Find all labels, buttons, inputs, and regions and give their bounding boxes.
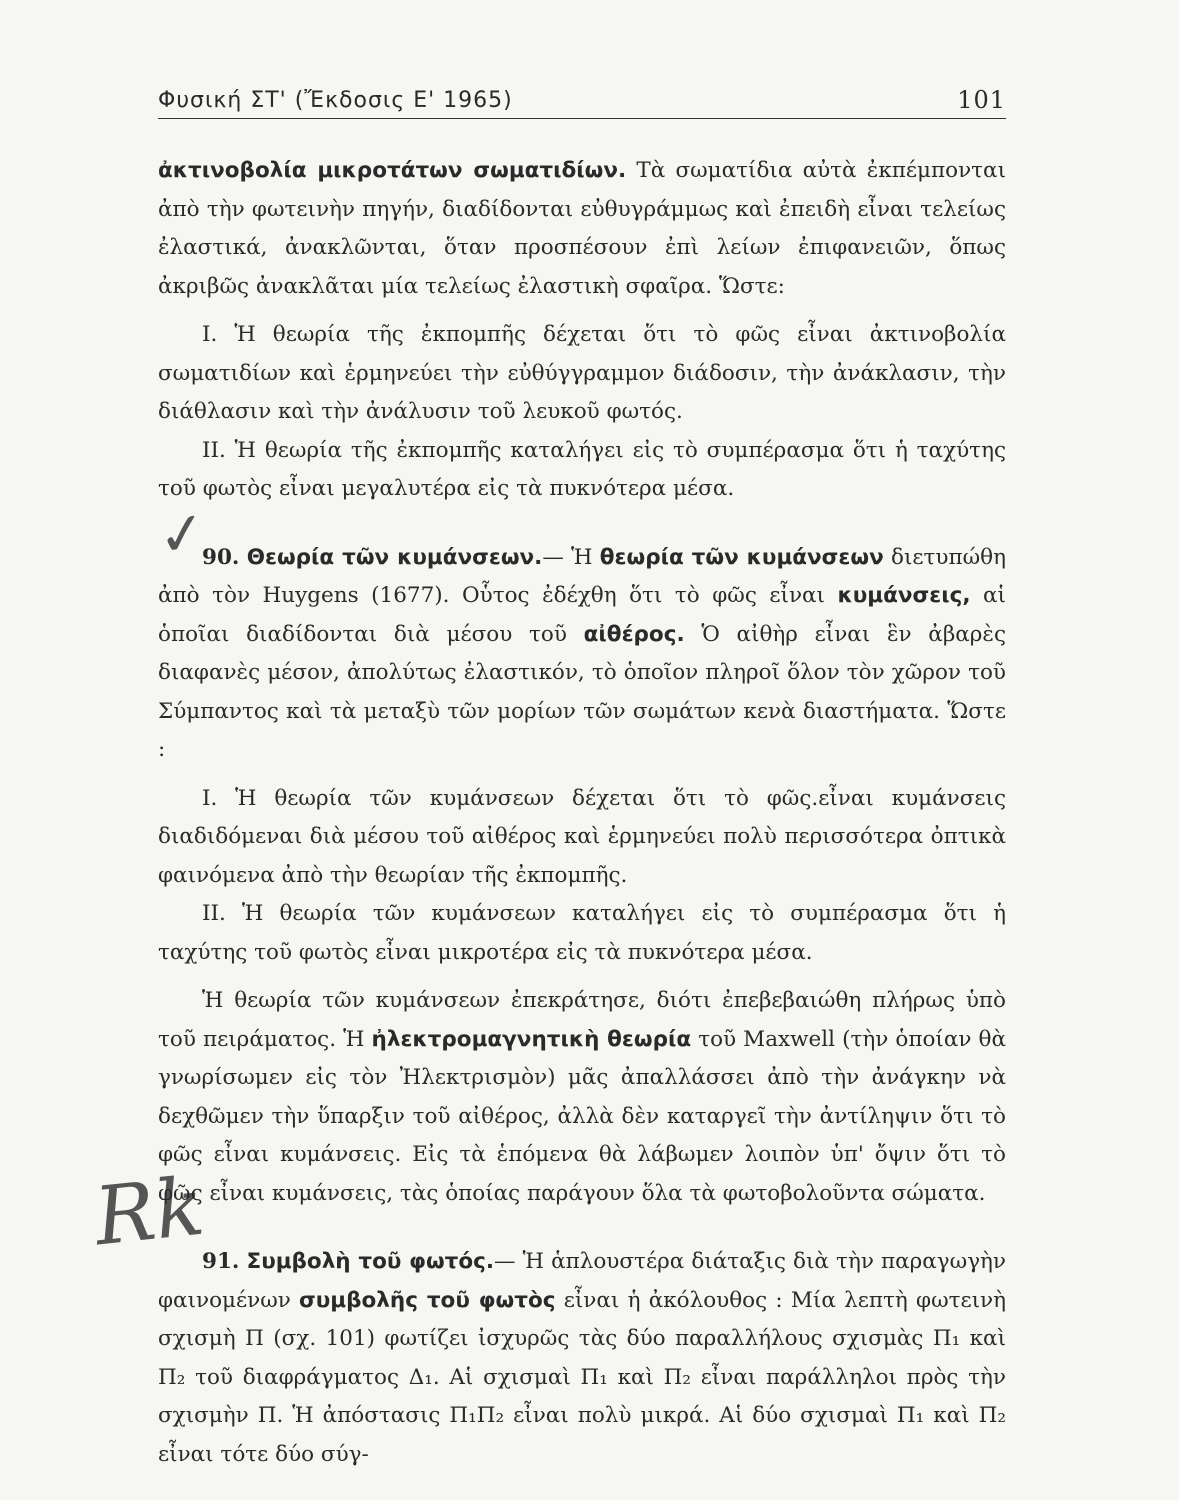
body-text (158, 152, 1006, 1474)
paragraph-text: Ἡ θεωρία τῶν κυμάνσεων ἐπεκράτησε, διότι ἐπεβεβαιώθη πλήρως ὑπὸ τοῦ πειράματος. Ἡ (158, 988, 1006, 1052)
bold-term: κυμάνσεις, (837, 583, 971, 608)
section-91-dash: — Ἡ ἁπλουστέρα διάταξις διὰ τὴν παραγωγὴν φαινομένων (158, 1249, 1006, 1313)
page-number: 101 (957, 86, 1006, 114)
section-91-title: Συμβολὴ τοῦ φωτός. (246, 1249, 495, 1274)
paragraph-text: Ὁ αἰθὴρ εἶναι ἓν ἀβαρὲς διαφανὲς μέσον, ἀπολύτως ἐλαστικόν, τὸ ὁποῖον πληροῖ ὅλον τὸν χῶρον τοῦ Σύμπαντος καὶ τὰ μεταξὺ τῶν μορίων τῶν σωμάτων κενὰ διαστήματα. Ὥστε : (158, 621, 1006, 762)
section-91-number: 91. (202, 1249, 240, 1274)
section-91 (158, 1243, 1006, 1474)
bold-term: συμβολῆς τοῦ φωτὸς (299, 1287, 556, 1313)
section-90-number: 90. (202, 544, 240, 570)
section-90-dash: — Ἡ (542, 544, 600, 570)
margin-note-annotation: Rk (90, 1159, 209, 1264)
emission-point-1: I. Ἡ θεωρία τῆς ἐκπομπῆς δέχεται ὅτι τὸ φῶς εἶναι ἀκτινοβολία σωματιδίων καὶ ἑρμηνεύει τὴν εὐθύγγραμμον διάδοσιν, τὴν ἀνάκλασιν, τὴν διάθλασιν καὶ τὴν ἀνάλυσιν τοῦ λευκοῦ φωτός. (158, 322, 1006, 424)
section-90-title: Θεωρία τῶν κυμάνσεων. (246, 544, 543, 570)
bold-term: αἰθέρος. (583, 621, 685, 647)
check-mark-annotation: ✓ (153, 496, 212, 572)
running-title: Φυσική ΣΤ' (Ἔκδοσις Ε' 1965) (158, 87, 513, 113)
paragraph-text: Τὰ σωματίδια αὐτὰ ἐκπέμπονται ἀπὸ τὴν φωτεινὴν πηγήν, διαδίδονται εὐθυγράμμως καὶ ἐπειδὴ εἶναι τελείως ἐλαστικά, ἀνακλῶνται, ὅταν προσπέσουν ἐπὶ λείων ἐπιφανειῶν, ὅπως ἀκριβῶς ἀνακλᾶται μία τελείως ἐλαστικὴ σφαῖρα. Ὥστε: (158, 158, 1006, 299)
paragraph-text: τοῦ Maxwell (τὴν ὁποίαν θὰ γνωρίσωμεν εἰς τὸν Ἠλεκτρισμὸν) μᾶς ἀπαλλάσσει ἀπὸ τὴν ἀνάγκην νὰ δεχθῶμεν τὴν ὕπαρξιν τοῦ αἰθέρος, ἀλλὰ δὲν καταργεῖ τὴν ἀντίληψιν ὅτι τὸ φῶς εἶναι κυμάνσεις. Εἰς τὰ ἑπόμενα θὰ λάβωμεν λοιπὸν ὑπ' ὄψιν ὅτι τὸ φῶς εἶναι κυμάνσεις, τὰς ὁποίας παράγουν ὅλα τὰ φωτοβολοῦντα σώματα. (158, 1026, 1006, 1206)
bold-term: ἀκτινοβολία μικροτάτων σωματιδίων. (158, 158, 627, 183)
paragraph-text: διετυπώθη ἀπὸ τὸν Huygens (1677). Οὗτος ἐδέχθη ὅτι τὸ φῶς εἶναι (158, 544, 1006, 608)
paragraph-emission-intro (158, 152, 1006, 306)
wave-point-1: I. Ἡ θεωρία τῶν κυμάνσεων δέχεται ὅτι τὸ φῶς.εἶναι κυμάνσεις διαδιδόμεναι διὰ μέσου τοῦ αἰθέρος καὶ ἑρμηνεύει πολὺ περισσότερα ὀπτικὰ φαινόμενα ἀπὸ τὴν θεωρίαν τῆς ἐκπομπῆς. (158, 785, 1006, 888)
bold-term: ἠλεκτρομαγνητικὴ θεωρία (371, 1026, 692, 1052)
paragraph-text: εἶναι ἡ ἀκόλουθος : Μία λεπτὴ φωτεινὴ σχισμὴ Π (σχ. 101) φωτίζει ἰσχυρῶς τὰς δύο παραλλήλους σχισμὰς Π₁ καὶ Π₂ τοῦ διαφράγματος Δ₁. Αἱ σχισμαὶ Π₁ καὶ Π₂ εἶναι παράλληλοι πρὸς τὴν σχισμὴν Π. Ἡ ἀπόστασις Π₁Π₂ εἶναι πολὺ μικρά. Αἱ δύο σχισμαὶ Π₁ καὶ Π₂ εἶναι τότε δύο σύγ- (158, 1287, 1007, 1467)
paragraph-text: αἱ ὁποῖαι διαδίδονται διὰ μέσου τοῦ (158, 583, 1006, 647)
running-header (158, 82, 1006, 119)
emission-point-2: II. Ἡ θεωρία τῆς ἐκπομπῆς καταλήγει εἰς τὸ συμπέρασμα ὅτι ἡ ταχύτης τοῦ φωτὸς εἶναι μεγαλυτέρα εἰς τὰ πυκνότερα μέσα. (158, 437, 1006, 501)
bold-term: θεωρία τῶν κυμάνσεων (599, 544, 884, 570)
wave-point-2: II. Ἡ θεωρία τῶν κυμάνσεων καταλήγει εἰς τὸ συμπέρασμα ὅτι ἡ ταχύτης τοῦ φωτὸς εἶναι μικροτέρα εἰς τὰ πυκνότερα μέσα. (158, 901, 1006, 965)
section-90 (158, 539, 1006, 770)
paragraph-maxwell (158, 982, 1006, 1213)
